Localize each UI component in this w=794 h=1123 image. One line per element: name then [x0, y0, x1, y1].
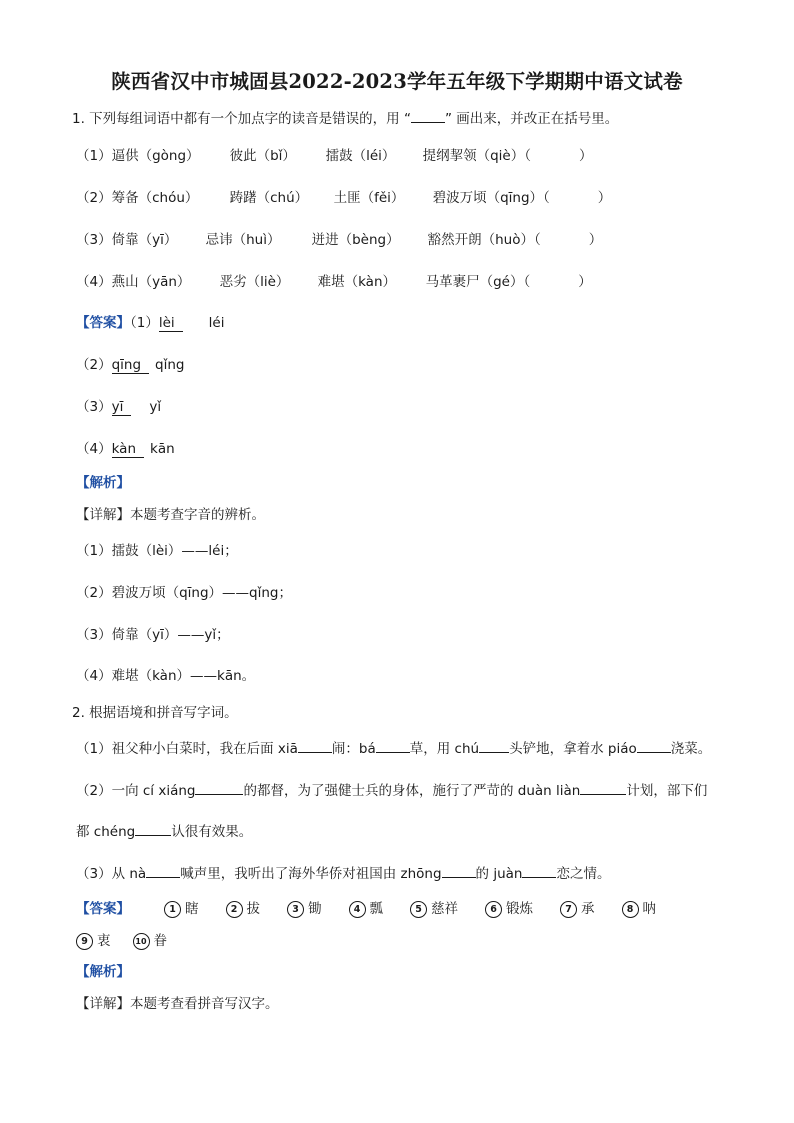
fill-blank: [637, 740, 671, 753]
answer-item: [622, 900, 657, 918]
detail-tag: 【详解】: [76, 507, 130, 523]
answer-label: （4）: [76, 441, 112, 457]
circled-number: 10: [133, 933, 150, 950]
q2-stem: 2. 根据语境和拼音写字词。: [72, 705, 238, 721]
answer-text: 眷: [153, 933, 167, 949]
q2-text: （2）一向 cí xiáng: [76, 783, 196, 799]
q1-word: 倚靠（yī）: [111, 232, 178, 248]
q2-text: 的都督，为了强健士兵的身体，施行了严苛的 duàn liàn: [243, 783, 581, 799]
q1-paren-close: ）: [578, 274, 592, 290]
q2-text: （3）从 nà: [76, 866, 147, 882]
answer-text: 衷: [97, 933, 111, 949]
q1-row-4: [76, 273, 592, 291]
answer-item: [349, 900, 384, 918]
q1-word: 筹备（chóu）: [111, 190, 199, 206]
analysis-tag: 【解析】: [76, 475, 130, 491]
answer-wrong-syllable: yī: [112, 399, 132, 416]
fill-blank: [298, 740, 332, 753]
answer-item: [485, 900, 533, 918]
answer-wrong-syllable: kàn: [112, 441, 144, 458]
q1-detail-2: （2）碧波万顷（qīng）——qǐng；: [76, 585, 292, 601]
q1-paren-close: ）: [578, 148, 593, 164]
q2-sentence-3: [76, 865, 610, 883]
answer-wrong-syllable: lèi: [159, 315, 183, 332]
q1-detail-1: （1）擂鼓（lèi）——léi；: [76, 543, 238, 559]
q1-word: 碧波万顷（qīng）（: [432, 190, 550, 206]
answer-correct-syllable: yǐ: [149, 399, 162, 415]
circled-number: 8: [622, 901, 639, 918]
fill-blank: [442, 865, 476, 878]
answer-correct-syllable: léi: [208, 315, 225, 331]
q2-text: 头铲地，拿着水 piáo: [509, 741, 637, 757]
q1-paren-close: ）: [588, 232, 603, 248]
analysis-tag: 【解析】: [76, 964, 130, 980]
q2-text: 认很有效果。: [171, 824, 253, 840]
circled-number: 5: [410, 901, 427, 918]
q1-answer-1: [76, 314, 224, 332]
q1-word: 恶劣（liè）: [219, 274, 290, 290]
circled-number: 6: [485, 901, 502, 918]
q1-word: 土匪（fěi）: [333, 190, 405, 206]
q1-detail-3: （3）倚靠（yī）——yǐ；: [76, 627, 230, 643]
answer-wrong-syllable: qīng: [112, 357, 149, 374]
q1-word: 踌躇（chú）: [229, 190, 309, 206]
circled-number: 3: [287, 901, 304, 918]
q1-word: 燕山（yān）: [111, 274, 191, 290]
answer-item: [410, 900, 458, 918]
q1-detail-4: （4）难堪（kàn）——kān。: [76, 668, 256, 684]
q2-text: 闹：bá: [331, 741, 376, 757]
q1-row-label: （2）: [76, 190, 112, 206]
answer-item: [164, 900, 199, 918]
q2-sentence-1: [76, 740, 711, 758]
q1-row-3: [76, 231, 602, 249]
answer-text: 拔: [246, 901, 260, 917]
answer-label: （2）: [76, 357, 112, 373]
q2-answers-row-1: [76, 900, 656, 918]
answer-text: 承: [581, 901, 595, 917]
answer-item: [560, 900, 595, 918]
q2-text: 计划，部下们: [626, 783, 708, 799]
q2-text: 草，用 chú: [409, 741, 480, 757]
q2-text: 恋之情。: [556, 866, 611, 882]
detail-text: 本题考查看拼音写汉字。: [130, 996, 279, 1012]
q1-row-label: （4）: [76, 274, 112, 290]
q2-text: 的 juàn: [475, 866, 523, 882]
answer-correct-syllable: kān: [150, 441, 175, 457]
q2-text: 浇菜。: [670, 741, 712, 757]
answer-text: 瓢: [369, 901, 383, 917]
q2-detail: [76, 995, 279, 1013]
q1-word: 逼供（gòng）: [111, 148, 200, 164]
q2-text: （1）祖父种小白菜时，我在后面 xiā: [76, 741, 298, 757]
q1-stem-before: 1. 下列每组词语中都有一个加点字的读音是错误的，用 “: [72, 111, 411, 127]
answer-item: [287, 900, 322, 918]
answer-tag: 【答案】: [76, 901, 130, 917]
fill-blank: [580, 782, 626, 795]
q1-answer-4: [76, 440, 175, 458]
fill-blank: [376, 740, 410, 753]
detail-tag: 【详解】: [76, 996, 130, 1012]
q1-word: 马革裹尸（gé）（: [425, 274, 531, 290]
answer-text: 锻炼: [506, 901, 533, 917]
fill-blank: [146, 865, 180, 878]
fill-blank: [479, 740, 509, 753]
q1-answer-2: [76, 356, 185, 374]
circled-number: 1: [164, 901, 181, 918]
answer-item: [76, 932, 111, 950]
answer-text: 慈祥: [431, 901, 458, 917]
q2-text: 喊声里，我听出了海外华侨对祖国由 zhōng: [180, 866, 442, 882]
q1-row-label: （3）: [76, 232, 112, 248]
answer-text: 瞎: [185, 901, 199, 917]
fill-blank: [135, 823, 171, 836]
answer-label: （3）: [76, 399, 112, 415]
answer-item: [133, 932, 168, 950]
q1-stem-after: ” 画出来，并改正在括号里。: [444, 111, 619, 127]
q1-word: 擂鼓（léi）: [325, 148, 396, 164]
q1-stem: [72, 110, 618, 128]
q1-detail: [76, 506, 265, 524]
q1-row-label: （1）: [76, 148, 112, 164]
q2-analysis: [76, 963, 130, 981]
q1-word: 提纲挈领（qiè）（: [422, 148, 531, 164]
circled-number: 9: [76, 933, 93, 950]
circled-number: 7: [560, 901, 577, 918]
q1-word: 彼此（bǐ）: [229, 148, 296, 164]
q1-row-1: [76, 147, 592, 165]
answer-text: 呐: [642, 901, 656, 917]
q2-sentence-2: [76, 782, 707, 800]
q1-paren-close: ）: [597, 190, 612, 206]
fill-blank: [522, 865, 556, 878]
answer-text: 锄: [308, 901, 322, 917]
detail-text: 本题考查字音的辨析。: [130, 507, 265, 523]
q1-word: 难堪（kàn）: [317, 274, 397, 290]
q1-stem-blank: [411, 110, 445, 123]
answer-item: [226, 900, 261, 918]
q2-sentence-2-cont: [76, 823, 252, 841]
page-title: 陕西省汉中市城固县2022-2023学年五年级下学期期中语文试卷: [111, 70, 683, 93]
q1-word: 忌讳（huì）: [205, 232, 281, 248]
q1-word: 迸进（bèng）: [311, 232, 400, 248]
answer-correct-syllable: qǐng: [155, 357, 185, 373]
q2-answers-row-2: [76, 932, 194, 950]
circled-number: 2: [226, 901, 243, 918]
q1-answer-3: [76, 398, 161, 416]
q2-text: 都 chéng: [76, 824, 136, 840]
answer-tag: 【答案】: [76, 315, 130, 331]
q1-row-2: [76, 189, 611, 207]
answer-label: （1）: [130, 315, 159, 331]
q1-analysis: [76, 474, 130, 492]
fill-blank: [195, 782, 243, 795]
q1-word: 豁然开朗（huò）（: [427, 232, 541, 248]
circled-number: 4: [349, 901, 366, 918]
